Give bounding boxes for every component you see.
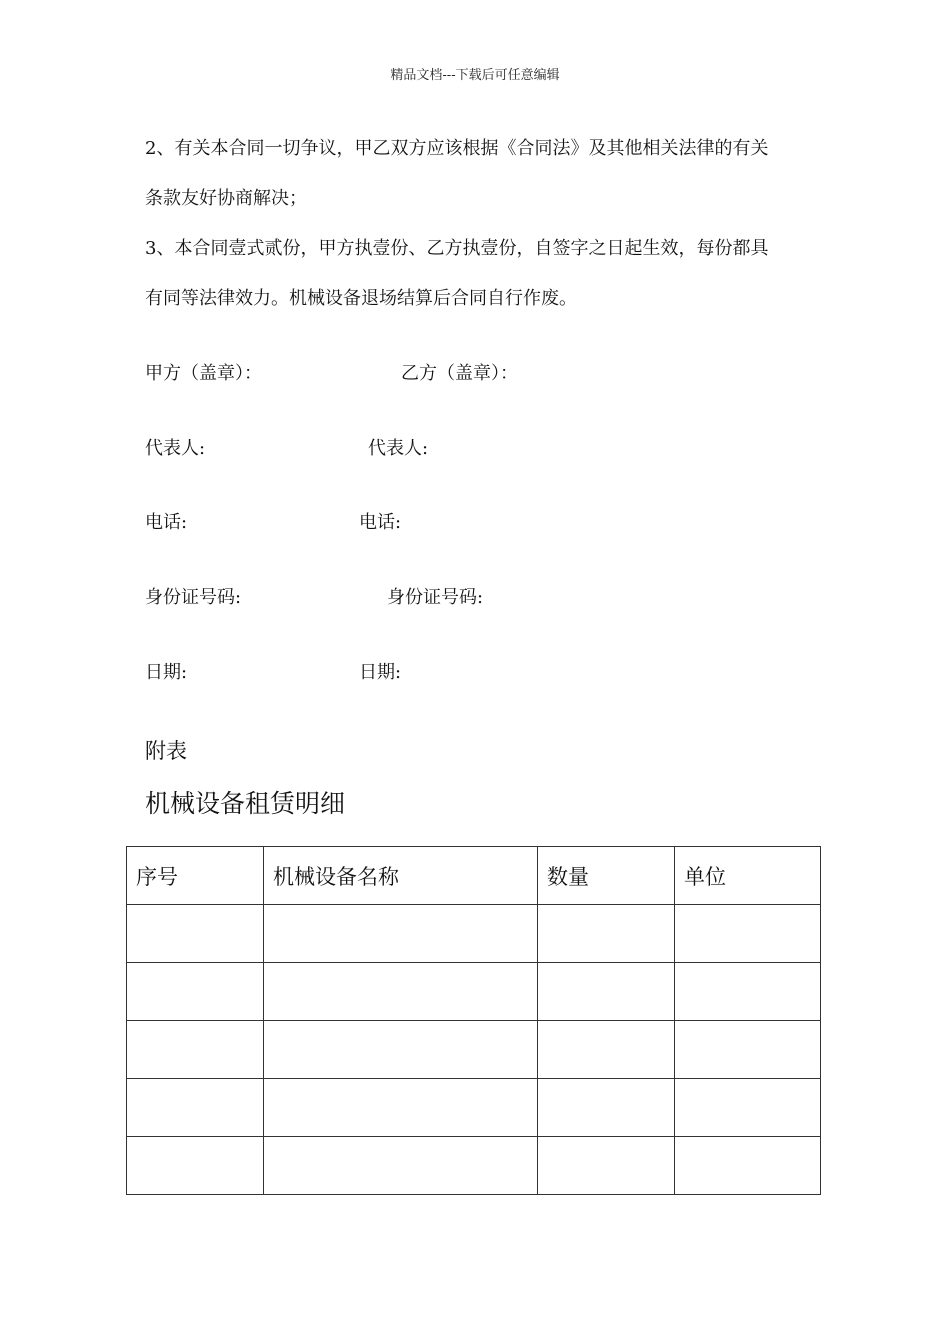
party-a-phone-label: 电话: (145, 512, 188, 533)
party-a-date-label: 日期: (145, 662, 188, 683)
page-header: 精品文档---下载后可任意编辑 (390, 68, 560, 83)
party-a-id-number-label: 身份证号码: (145, 587, 242, 608)
table-cell (675, 1137, 821, 1195)
table-cell (127, 963, 264, 1021)
party-b-phone-label: 电话: (359, 512, 402, 533)
table-cell (675, 963, 821, 1021)
table-cell (675, 1021, 821, 1079)
party-b-representative-label: 代表人: (368, 438, 429, 459)
table-row (127, 905, 821, 963)
table-cell (538, 1137, 675, 1195)
table-row (127, 963, 821, 1021)
table-cell (264, 1021, 538, 1079)
header-unit: 单位 (675, 847, 821, 905)
table-cell (264, 1079, 538, 1137)
table-cell (127, 1021, 264, 1079)
header-equipment-name: 机械设备名称 (264, 847, 538, 905)
table-cell (127, 905, 264, 963)
clause-3-line-1: 3、本合同壹式贰份，甲方执壹份、乙方执壹份，自签字之日起生效，每份都具 (145, 238, 769, 259)
party-a-seal-label: 甲方（盖章）： (145, 363, 262, 384)
party-b-seal-label: 乙方（盖章）： (401, 363, 518, 384)
party-a-representative-label: 代表人: (145, 438, 206, 459)
annex-label: 附表 (145, 739, 187, 763)
party-b-id-number-label: 身份证号码: (387, 587, 484, 608)
clause-2-line-1: 2、有关本合同一切争议，甲乙双方应该根据《合同法》及其他相关法律的有关 (145, 138, 769, 159)
table-cell (127, 1079, 264, 1137)
clause-3-line-2: 有同等法律效力。机械设备退场结算后合同自行作废。 (145, 288, 577, 309)
table-row (127, 1079, 821, 1137)
header-serial-number: 序号 (127, 847, 264, 905)
table-cell (538, 1079, 675, 1137)
table-header-row (127, 847, 821, 905)
table-title: 机械设备租赁明细 (145, 789, 346, 818)
table-cell (264, 905, 538, 963)
table-cell (675, 1079, 821, 1137)
table-cell (538, 963, 675, 1021)
table-cell (264, 963, 538, 1021)
table-cell (538, 1021, 675, 1079)
table-cell (127, 1137, 264, 1195)
table-cell (538, 905, 675, 963)
table-cell (264, 1137, 538, 1195)
table-row (127, 1137, 821, 1195)
equipment-rental-table (126, 846, 821, 1195)
header-quantity: 数量 (538, 847, 675, 905)
table-cell (675, 905, 821, 963)
table-row (127, 1021, 821, 1079)
party-b-date-label: 日期: (359, 662, 402, 683)
clause-2-line-2: 条款友好协商解决； (145, 188, 307, 209)
